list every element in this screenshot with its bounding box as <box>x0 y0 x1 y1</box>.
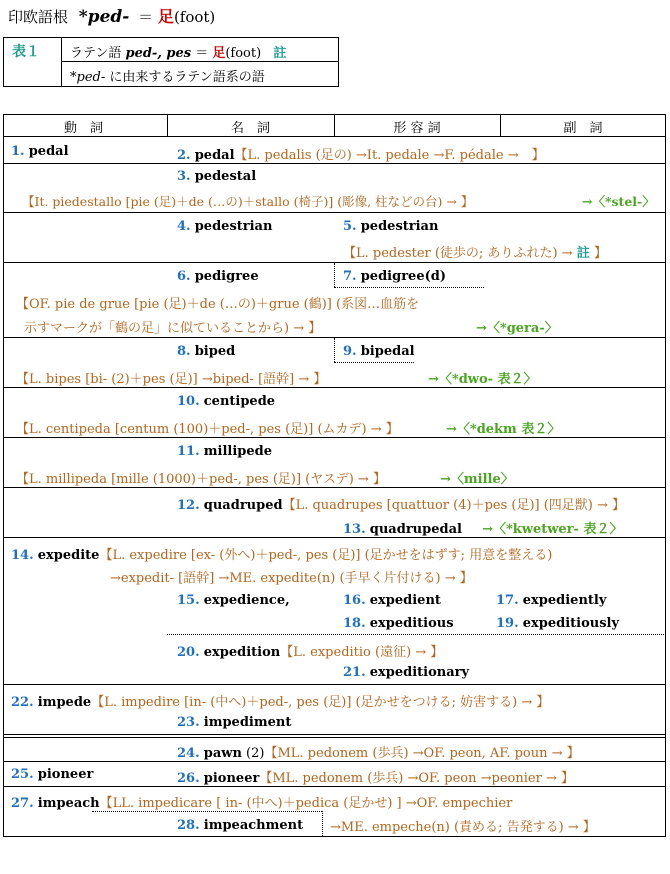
entry-23[interactable] <box>177 715 291 730</box>
entry-number: 27. <box>11 796 34 811</box>
entry-14[interactable] <box>11 544 552 563</box>
entry-number: 1. <box>11 144 25 159</box>
entry-28[interactable] <box>177 818 303 833</box>
entry-11[interactable] <box>177 444 272 459</box>
entry-18[interactable] <box>343 616 454 631</box>
entry-15[interactable] <box>177 593 290 608</box>
entry-word: quadrupedal <box>369 522 462 537</box>
entry-word: expeditiously <box>522 616 620 631</box>
entry-number: 19. <box>496 616 519 631</box>
table1-label: 表１ <box>12 44 40 60</box>
entry-number: 14. <box>11 548 34 563</box>
entry-word: expedient <box>369 593 441 608</box>
entry-number: 17. <box>496 593 519 608</box>
entry-number: 11. <box>177 444 200 459</box>
entry-word: expedite <box>37 548 100 563</box>
entry-word: pedigree(d) <box>360 269 446 284</box>
etymology: 【L. pedalis (足の) →It. pedale →F. pédale → 】 <box>234 148 545 163</box>
entry-21[interactable] <box>343 665 469 680</box>
entry-word: pedigree <box>194 269 259 284</box>
entry-number: 2. <box>177 148 191 163</box>
entry-number: 23. <box>177 715 200 730</box>
entry-6[interactable] <box>177 269 259 284</box>
etymology-14b: →expedit- [語幹] →ME. expedite(n) (手早く片付ける) → 】 <box>110 571 473 586</box>
entry-number: 25. <box>11 767 34 782</box>
entry-12[interactable] <box>177 494 625 513</box>
etymology: 【L. expeditio (遠征) → 】 <box>280 645 444 660</box>
etymology-10: 【L. centipeda [centum (100)＋ped-, pes (足)] (ムカデ) → 】 <box>16 422 399 437</box>
entry-text: *ped- <box>70 70 106 85</box>
entry-word: pedal <box>194 148 235 163</box>
entry-number: 15. <box>177 593 200 608</box>
entry-5[interactable] <box>343 219 438 234</box>
etymology-11: 【L. millipeda [mille (1000)＋ped-, pes (足)] (ヤスデ) → 】 <box>16 472 386 487</box>
entry-number: 3. <box>177 169 191 184</box>
entry-word: pedestrian <box>360 219 439 234</box>
header-prefix: 印欧語根 <box>8 8 69 26</box>
entry-word: pedestal <box>194 169 257 184</box>
note-marker[interactable]: 註 <box>576 246 590 261</box>
entry-word: pedestrian <box>194 219 273 234</box>
entry-word: pioneer <box>37 767 94 782</box>
header-root: *ped- <box>78 7 130 27</box>
entry-number: 20. <box>177 645 200 660</box>
entry-24[interactable] <box>177 742 580 761</box>
entry-8[interactable] <box>177 344 235 359</box>
entry-27[interactable] <box>11 792 512 811</box>
entry-number: 9. <box>343 344 357 359</box>
header-equals: ＝ <box>138 8 154 26</box>
entry-text: 】 <box>589 246 607 261</box>
entry-16[interactable] <box>343 593 441 608</box>
entry-19[interactable] <box>496 616 619 631</box>
root-link-mille[interactable]: →〈mille〉 <box>440 472 514 487</box>
entry-10[interactable] <box>177 394 275 409</box>
root-link-dekm[interactable]: →〈*dekm 表２〉 <box>446 422 561 437</box>
entry-text: 足 <box>212 46 226 61</box>
entry-word: expediently <box>522 593 607 608</box>
entry-text: ＝ <box>191 46 213 61</box>
entry-text: ラテン語 <box>70 46 126 61</box>
entry-number: 22. <box>11 695 34 710</box>
entry-word: millipede <box>203 444 272 459</box>
entry-20[interactable] <box>177 641 443 660</box>
table1-row2 <box>70 66 265 85</box>
column-header-adjective: 形 容 詞 <box>393 121 441 136</box>
etymology-5 <box>343 242 607 261</box>
entry-number: 16. <box>343 593 366 608</box>
entry-number: 12. <box>177 498 200 513</box>
entry-number: 5. <box>343 219 357 234</box>
entry-number: 7. <box>343 269 357 284</box>
entry-number: 24. <box>177 746 200 761</box>
etymology: 【ML. pedonem (歩兵) →OF. peon, AF. poun → 】 <box>264 746 580 761</box>
root-link-dwo[interactable]: →〈*dwo- 表２〉 <box>428 372 537 387</box>
root-link-stel[interactable]: →〈*stel-〉 <box>582 194 655 209</box>
etymology: 【L. quadrupes [quattuor (4)＋pes (足)] (四足獣) → 】 <box>282 498 626 513</box>
entry-number: 13. <box>343 522 366 537</box>
entry-9[interactable] <box>343 344 415 359</box>
entry-word: quadruped <box>203 498 283 513</box>
entry-word: bipedal <box>360 344 415 359</box>
entry-text: (foot) <box>225 46 262 61</box>
entry-word: impeach <box>37 796 100 811</box>
column-header-noun: 名 詞 <box>230 121 270 136</box>
entry-number: 18. <box>343 616 366 631</box>
entry-word: pioneer <box>203 771 260 786</box>
entry-number: 26. <box>177 771 200 786</box>
entry-word: impede <box>37 695 92 710</box>
entry-7[interactable] <box>343 269 446 284</box>
entry-1[interactable] <box>11 144 69 159</box>
entry-text: ped-, pes <box>125 46 192 61</box>
etymology-28: →ME. empeche(n) (責める; 告発する) → 】 <box>330 820 596 835</box>
entry-text: に由来するラテン語系の語 <box>105 70 265 85</box>
entry-word: biped <box>194 344 236 359</box>
root-link-gera[interactable]: →〈*gera-〉 <box>476 321 558 336</box>
entry-17[interactable] <box>496 593 606 608</box>
entry-word: pedal <box>28 144 69 159</box>
entry-word: expedition <box>203 645 281 660</box>
entry-word: impediment <box>203 715 292 730</box>
entry-word: expeditious <box>369 616 454 631</box>
entry-number: 6. <box>177 269 191 284</box>
entry-text: (2) <box>241 746 265 761</box>
entry-word: expedience, <box>203 593 290 608</box>
etymology: 【L. impedire [in- (中へ)＋ped-, pes (足)] (足かせをつける; 妨害する) → 】 <box>91 695 550 710</box>
column-header-verb: 動 詞 <box>63 121 103 136</box>
entry-word: impeachment <box>203 818 304 833</box>
note-marker[interactable]: 註 <box>273 46 287 61</box>
etymology-3: 【It. piedestallo [pie (足)＋de (…の)＋stallo (椅子)] (彫像, 柱などの台) → 】 <box>22 194 474 209</box>
entry-25[interactable] <box>11 767 93 782</box>
column-header-adverb: 副 詞 <box>563 121 603 136</box>
entry-22[interactable] <box>11 691 549 710</box>
etymology-8: 【L. bipes [bi- (2)＋pes (足)] →biped- [語幹] → 】 <box>16 372 327 387</box>
etymology: 【L. expedire [ex- (外へ)＋ped-, pes (足)] (足かせをはずす; 用意を整える) <box>99 548 553 563</box>
entry-4[interactable] <box>177 219 272 234</box>
entry-number: 8. <box>177 344 191 359</box>
etymology: 【LL. impedicare [ in- (中へ)＋pedica (足かせ) ] →OF. empechier <box>99 796 513 811</box>
entry-text: 【L. pedester (徒歩の; ありふれた) → <box>343 246 577 261</box>
etymology-6a: 【OF. pie de grue [pie (足)＋de (…の)＋grue (鶴)] (系図…血筋を <box>16 297 420 312</box>
entry-number: 21. <box>343 665 366 680</box>
entry-13[interactable] <box>343 518 622 537</box>
entry-26[interactable] <box>177 767 574 786</box>
entry-word: expeditionary <box>369 665 470 680</box>
entry-number: 28. <box>177 818 200 833</box>
header-gloss: (foot) <box>173 8 216 26</box>
etymology: 【ML. pedonem (歩兵) →OF. peon →peonier → 】 <box>259 771 574 786</box>
entry-number: 10. <box>177 394 200 409</box>
entry-number: 4. <box>177 219 191 234</box>
entry-3[interactable] <box>177 169 256 184</box>
table1-row1 <box>70 42 286 61</box>
entry-2[interactable] <box>177 144 545 163</box>
page-header <box>8 4 215 27</box>
root-link-kwetwer: →〈*kwetwer- 表２〉 <box>482 522 623 537</box>
etymology-6b: 示すマークが「鶴の足」に似ていることから) → 】 <box>24 321 322 336</box>
entry-word: centipede <box>203 394 276 409</box>
header-kanji: 足 <box>157 7 174 26</box>
entry-word: pawn <box>203 746 242 761</box>
